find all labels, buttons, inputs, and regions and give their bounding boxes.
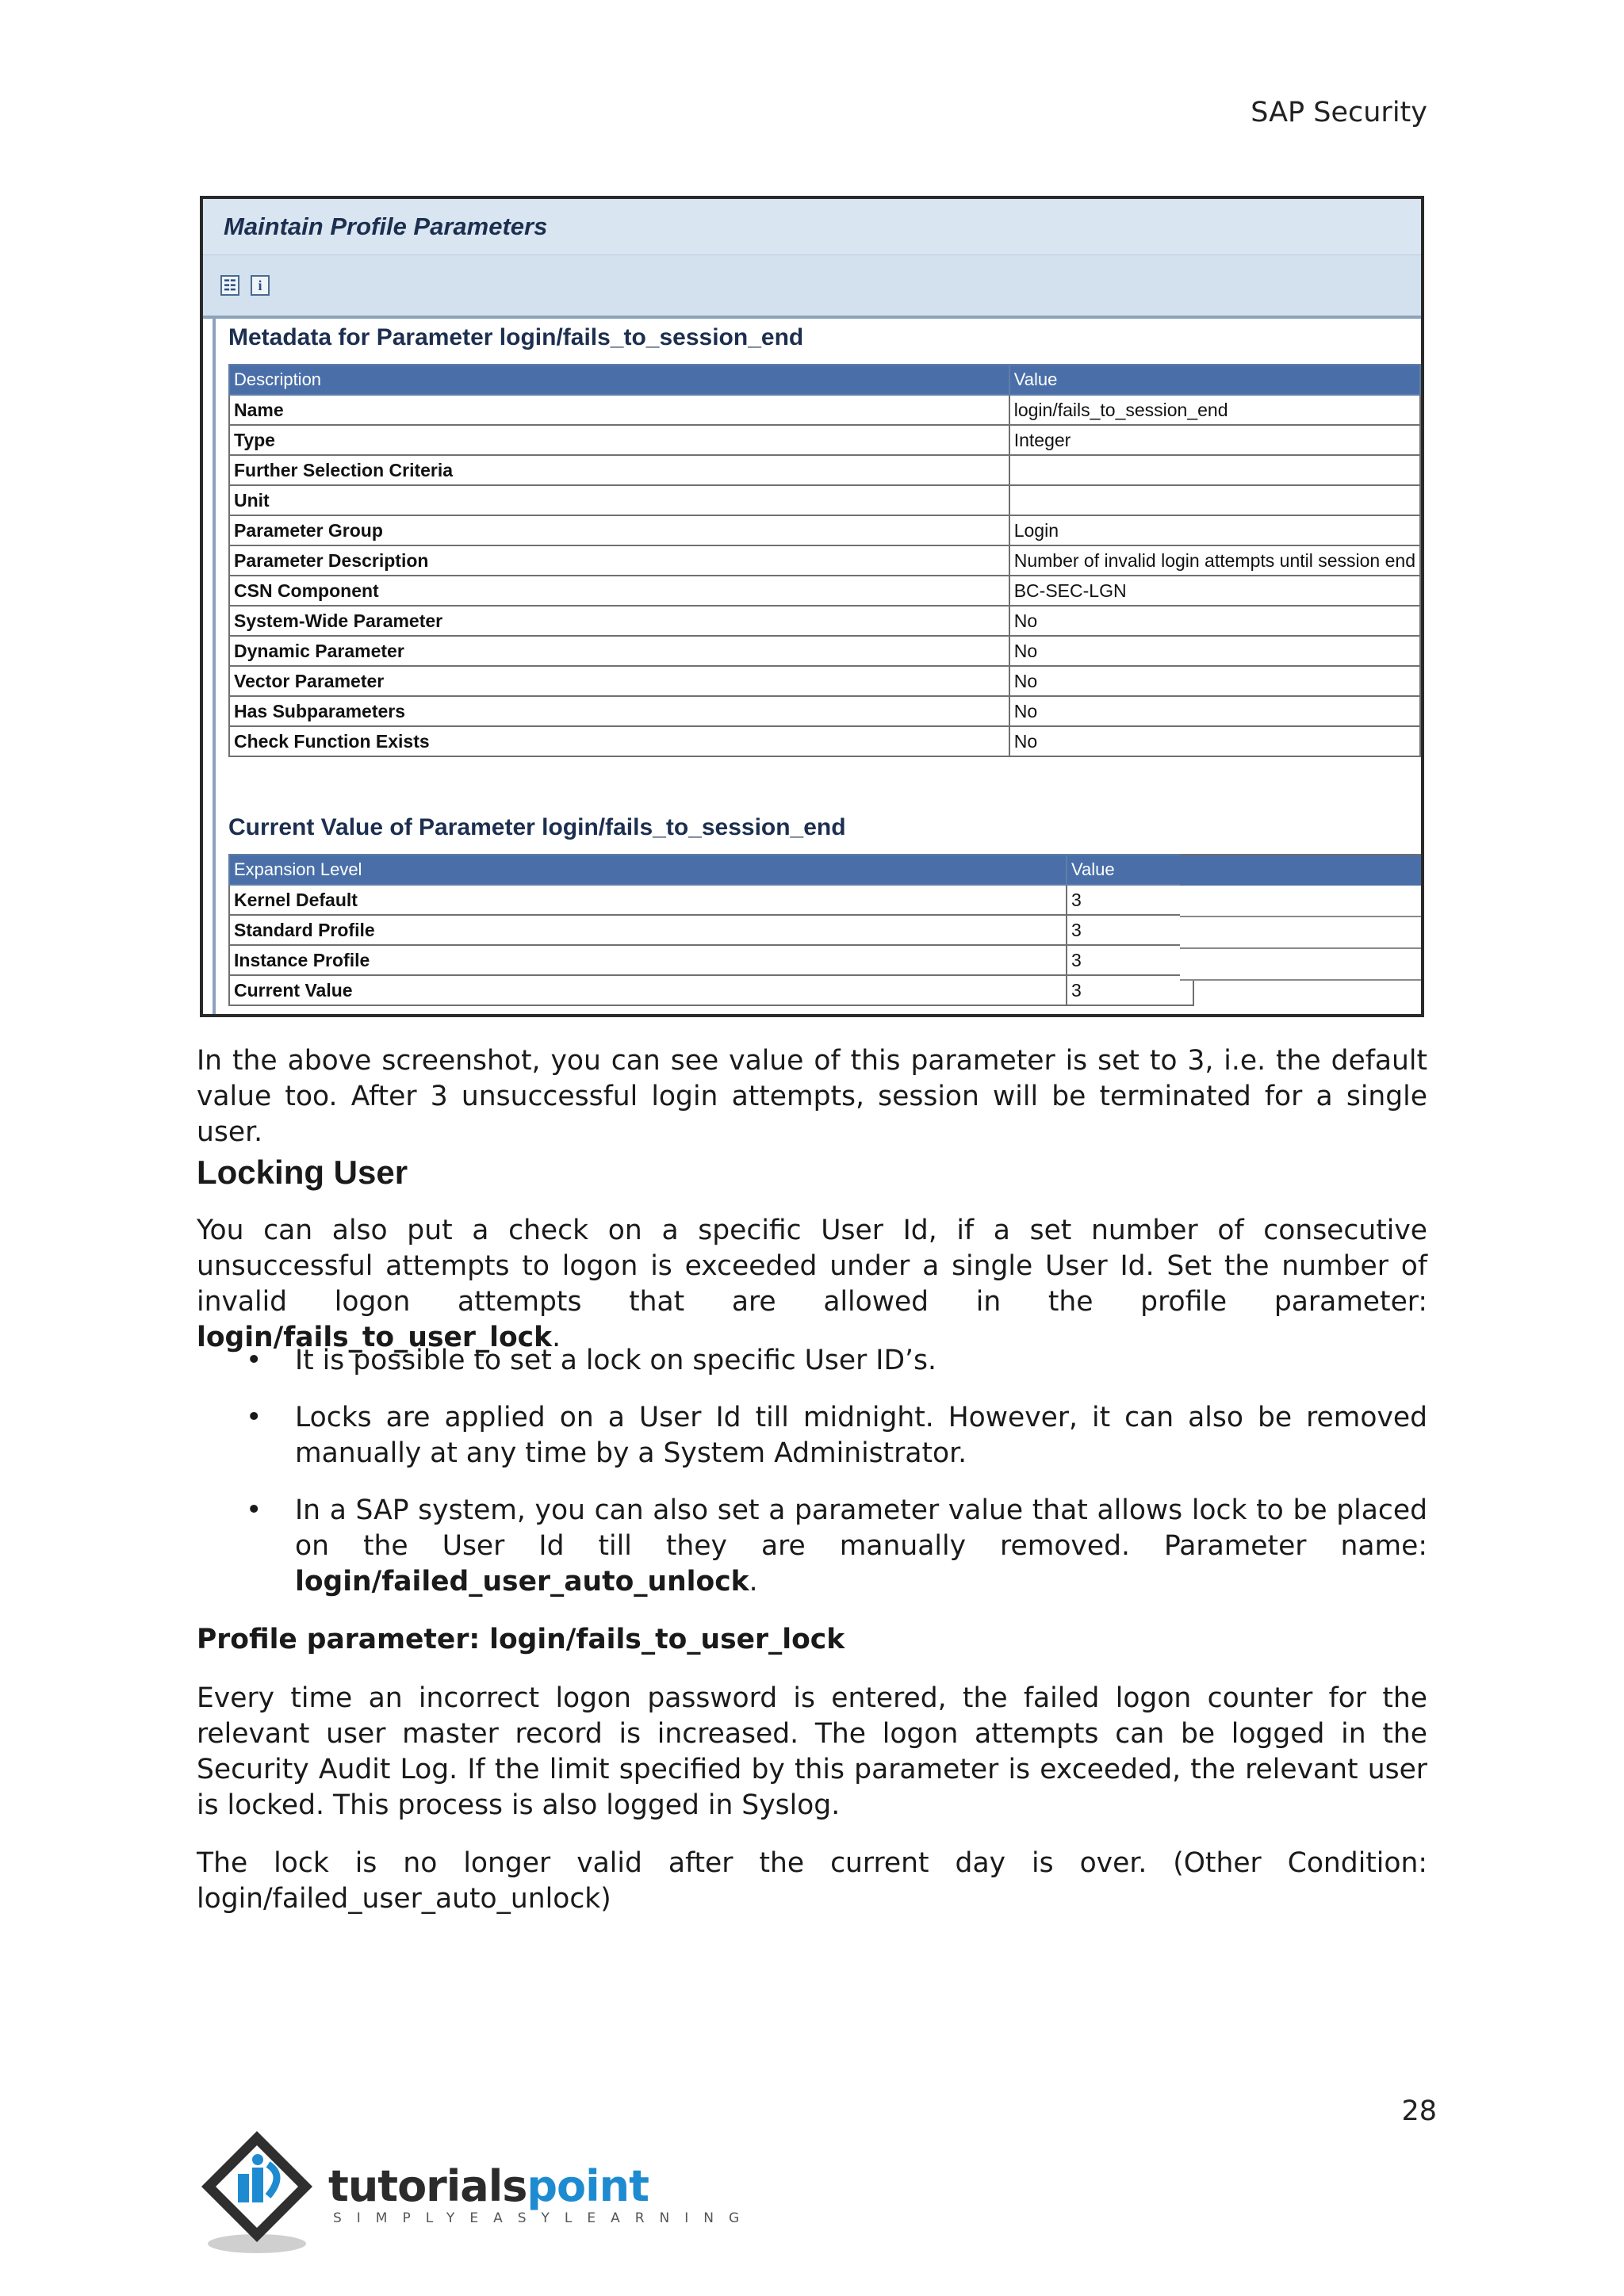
table-row <box>229 975 1193 1005</box>
list-item <box>197 1400 1427 1471</box>
row-label: Kernel Default <box>229 885 1067 915</box>
current-value-table <box>228 854 1194 1006</box>
row-label: Has Subparameters <box>229 696 1009 726</box>
row-label: Instance Profile <box>229 945 1067 975</box>
table-row <box>229 455 1420 485</box>
locking-paragraph <box>197 1213 1427 1356</box>
table-row <box>229 945 1193 975</box>
row-label: Dynamic Parameter <box>229 636 1009 666</box>
table-row <box>229 885 1193 915</box>
table-row <box>229 915 1193 945</box>
row-value: 3 <box>1067 915 1193 945</box>
row-label: Name <box>229 395 1009 425</box>
metadata-title: Metadata for Parameter login/fails_to_session_end <box>228 324 804 350</box>
bullet-icon: • <box>246 1345 262 1376</box>
parameter-panel <box>213 318 1421 1014</box>
parameter-name: login/failed_user_auto_unlock <box>295 1566 749 1598</box>
list-item <box>197 1493 1427 1600</box>
table-row <box>229 425 1420 455</box>
row-value <box>1009 485 1420 515</box>
row-value: 3 <box>1067 885 1193 915</box>
row-label: Parameter Group <box>229 515 1009 545</box>
column-header: Value <box>1009 365 1420 395</box>
table-row <box>229 666 1420 696</box>
current-value-title: Current Value of Parameter login/fails_to_session_end <box>228 814 846 840</box>
section-heading: Locking User <box>197 1154 408 1191</box>
table-row <box>229 395 1420 425</box>
table-row <box>229 576 1420 606</box>
table-row <box>229 696 1420 726</box>
column-header: Description <box>229 365 1009 395</box>
row-value: No <box>1009 636 1420 666</box>
running-header: SAP Security <box>1251 97 1427 128</box>
parameter-name: login/fails_to_user_lock <box>197 1322 553 1353</box>
row-label: System-Wide Parameter <box>229 606 1009 636</box>
logo-tagline: SIMPLYEASYLEARNING <box>333 2210 755 2226</box>
row-label: Further Selection Criteria <box>229 455 1009 485</box>
row-value: 3 <box>1067 945 1193 975</box>
row-label: Parameter Description <box>229 545 1009 576</box>
row-label: Current Value <box>229 975 1067 1005</box>
bullet-icon: • <box>246 1494 262 1526</box>
tutorialspoint-logo <box>193 2125 755 2260</box>
profile-parameter-subheading: Profile parameter: login/fails_to_user_lock <box>197 1624 845 1655</box>
column-header: Expansion Level <box>229 855 1067 885</box>
row-value: No <box>1009 726 1420 756</box>
column-header: Value <box>1067 855 1193 885</box>
window-title: Maintain Profile Parameters <box>203 199 1421 255</box>
tutorialspoint-logo-icon <box>193 2125 328 2260</box>
row-value <box>1009 455 1420 485</box>
row-value: No <box>1009 606 1420 636</box>
row-value: No <box>1009 666 1420 696</box>
row-value: Number of invalid login attempts until session end <box>1009 545 1420 576</box>
logo-wordmark: tutorialspoint <box>328 2161 649 2211</box>
list-item-text: It is possible to set a lock on specific User ID’s. <box>295 1345 936 1376</box>
list-item-text: In a SAP system, you can also set a parameter value that allows lock to be placed on the User Id till they are manually removed. Parameter name: <box>295 1494 1427 1562</box>
row-value: BC-SEC-LGN <box>1009 576 1420 606</box>
table-row <box>229 606 1420 636</box>
empty-grid-area <box>1180 854 1421 981</box>
row-label: CSN Component <box>229 576 1009 606</box>
list-item-text: . <box>749 1566 758 1598</box>
paragraph-text: . <box>552 1322 561 1353</box>
table-row <box>229 726 1420 756</box>
row-value: No <box>1009 696 1420 726</box>
row-label: Check Function Exists <box>229 726 1009 756</box>
row-label: Unit <box>229 485 1009 515</box>
bullet-icon: • <box>246 1402 262 1433</box>
document-glasses-icon[interactable]: ☷ <box>220 275 239 296</box>
list-item-text: Locks are applied on a User Id till midnight. However, it can also be removed manually at any time by a System Administrator. <box>295 1402 1427 1469</box>
row-value: login/fails_to_session_end <box>1009 395 1420 425</box>
row-value: Integer <box>1009 425 1420 455</box>
table-row <box>229 636 1420 666</box>
list-item <box>197 1343 1427 1379</box>
sap-screenshot <box>200 196 1424 1017</box>
failed-logon-paragraph: Every time an incorrect logon password is entered, the failed logon counter for the relevant user master record is increased. The logon attempts can be logged in the Security Audit Log. If the limit specified by this parameter is exceeded, the relevant user is locked. This process is also logged in Syslog. <box>197 1682 1427 1821</box>
intro-paragraph: In the above screenshot, you can see value of this parameter is set to 3, i.e. the default value too. After 3 unsuccessful login attempts, session will be terminated for a single user. <box>197 1045 1427 1148</box>
row-label: Type <box>229 425 1009 455</box>
table-row <box>229 515 1420 545</box>
row-value: 3 <box>1067 975 1193 1005</box>
table-row <box>229 545 1420 576</box>
row-label: Standard Profile <box>229 915 1067 945</box>
info-icon[interactable]: i <box>251 275 270 296</box>
table-row <box>229 485 1420 515</box>
lock-validity-paragraph: The lock is no longer valid after the current day is over. (Other Condition: login/failed_user_auto_unlock) <box>197 1847 1427 1915</box>
toolbar <box>203 255 1421 319</box>
bullet-list <box>197 1343 1427 1621</box>
metadata-table <box>228 364 1421 757</box>
paragraph-text: You can also put a check on a specific User Id, if a set number of consecutive unsuccessful attempts to logon is exceeded under a single User Id. Set the number of invalid logon attempts that are allowed in the profile parameter: <box>197 1215 1427 1318</box>
page-number: 28 <box>1401 2095 1437 2127</box>
row-value: Login <box>1009 515 1420 545</box>
row-label: Vector Parameter <box>229 666 1009 696</box>
